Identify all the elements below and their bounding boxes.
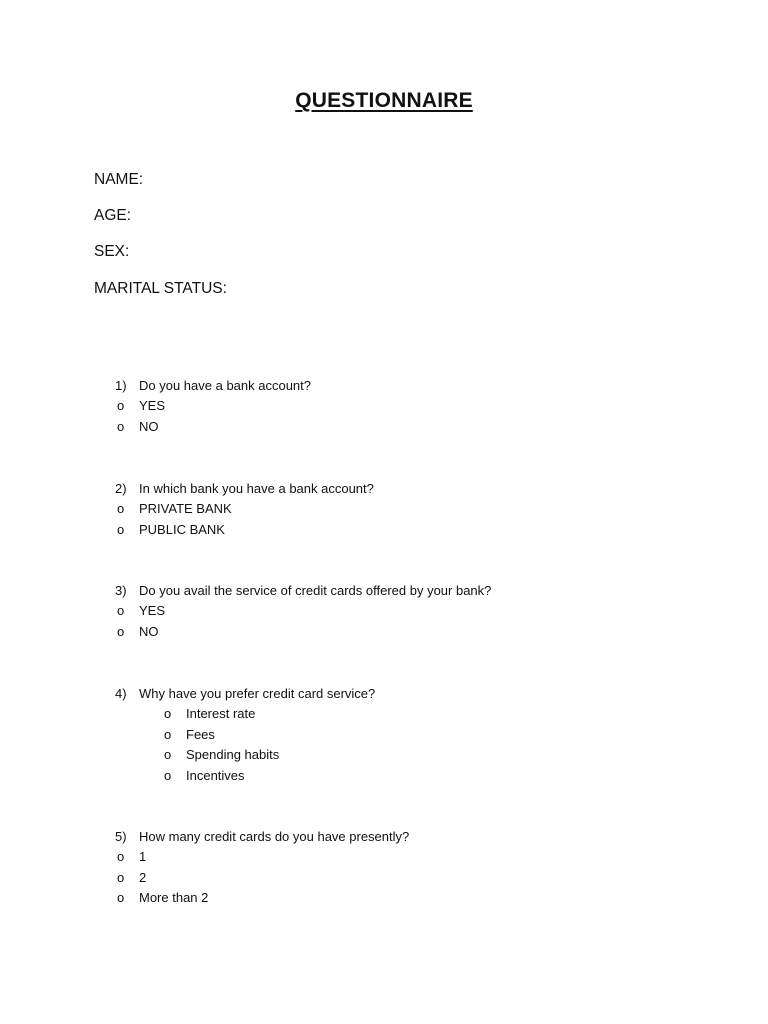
circle-bullet-icon: o [164, 706, 172, 721]
option-item [0, 706, 768, 727]
question-text: Do you have a bank account? [139, 378, 312, 393]
circle-bullet-icon: o [117, 603, 125, 618]
circle-bullet-icon: o [164, 747, 172, 762]
question-1 [0, 378, 768, 439]
option-label: NO [139, 418, 159, 434]
question-text: In which bank you have a bank account? [139, 481, 374, 496]
circle-bullet-icon: o [117, 849, 125, 864]
option-item [0, 522, 768, 543]
option-item [0, 747, 768, 768]
circle-bullet-icon: o [117, 418, 125, 434]
page-title: QUESTIONNAIRE [295, 89, 473, 112]
option-label: Spending habits [186, 747, 280, 762]
circle-bullet-icon: o [117, 521, 125, 537]
age-field-label: AGE: [94, 207, 132, 224]
option-item [0, 727, 768, 748]
question-5 [0, 829, 768, 911]
option-label: YES [139, 398, 166, 413]
option-item [0, 624, 768, 645]
option-label: Incentives [186, 767, 245, 783]
option-label: Fees [186, 726, 215, 742]
option-item [0, 870, 768, 891]
question-text: Do you avail the service of credit cards offered by your bank? [139, 583, 492, 598]
option-item [0, 501, 768, 522]
option-item [0, 890, 768, 911]
question-4 [0, 686, 768, 788]
question-number: 4) [115, 686, 127, 701]
question-2 [0, 481, 768, 542]
question-number: 1) [115, 378, 127, 393]
question-number: 3) [115, 583, 127, 598]
circle-bullet-icon: o [117, 869, 125, 885]
name-field-label: NAME: [94, 171, 144, 188]
option-item [0, 398, 768, 419]
circle-bullet-icon: o [164, 726, 172, 742]
circle-bullet-icon: o [164, 767, 172, 783]
sex-field-label: SEX: [94, 243, 130, 260]
marital-status-field-label: MARITAL STATUS: [94, 280, 227, 297]
option-label: YES [139, 603, 166, 618]
circle-bullet-icon: o [117, 501, 125, 516]
option-label: PUBLIC BANK [139, 521, 225, 537]
circle-bullet-icon: o [117, 890, 125, 905]
question-number: 2) [115, 481, 127, 496]
circle-bullet-icon: o [117, 623, 125, 639]
question-number: 5) [115, 829, 127, 844]
question-3 [0, 583, 768, 644]
question-text: Why have you prefer credit card service? [139, 686, 376, 701]
question-text: How many credit cards do you have presently? [139, 829, 410, 844]
option-label: More than 2 [139, 890, 209, 905]
option-item [0, 603, 768, 624]
option-label: 2 [139, 869, 147, 885]
option-label: Interest rate [186, 706, 256, 721]
option-item [0, 849, 768, 870]
option-label: NO [139, 623, 159, 639]
option-label: PRIVATE BANK [139, 501, 232, 516]
circle-bullet-icon: o [117, 398, 125, 413]
option-item [0, 419, 768, 440]
option-label: 1 [139, 849, 147, 864]
option-item [0, 768, 768, 789]
